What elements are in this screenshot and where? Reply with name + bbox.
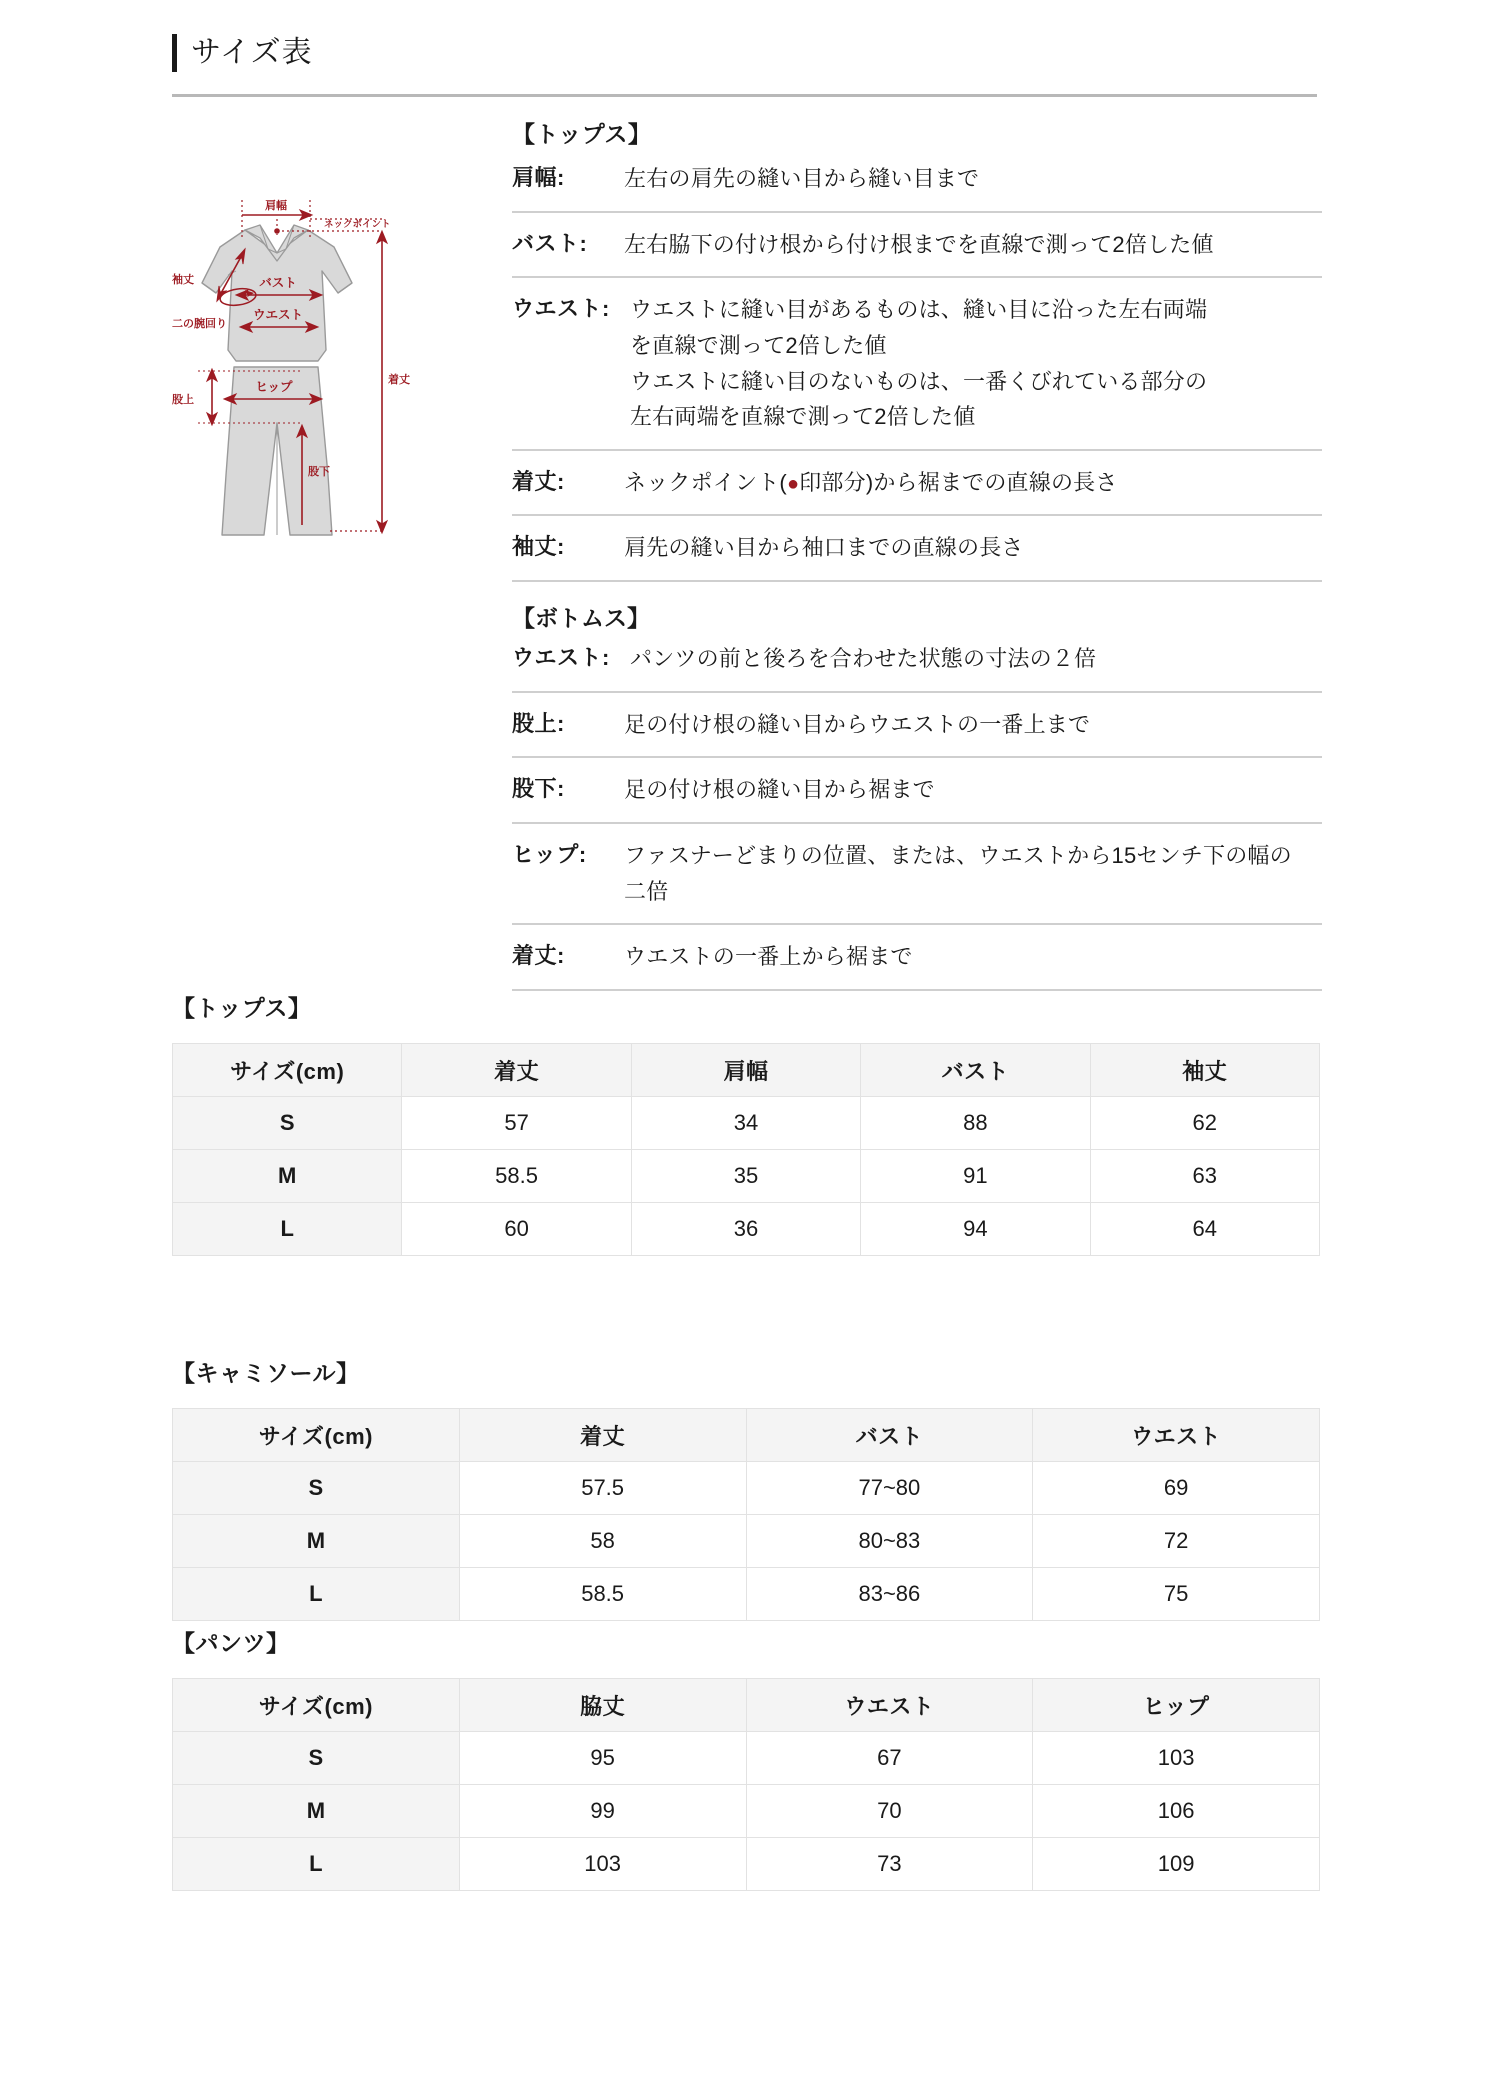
title-accent-bar	[172, 34, 177, 72]
table-cell: 58	[459, 1515, 746, 1568]
definition-desc: 足の付け根の縫い目から裾まで	[624, 777, 935, 803]
table-caption: 【パンツ】	[172, 1630, 290, 1656]
definition-desc-post: 印部分)から裾までの直線の長さ	[799, 469, 1118, 495]
definition-term: バスト:	[512, 230, 588, 256]
table-column-header: 肩幅	[631, 1044, 860, 1097]
table-cell: 70	[746, 1785, 1033, 1838]
definition-term: 股上:	[512, 710, 565, 736]
table-cell: 83~86	[746, 1568, 1033, 1621]
table-cell: 103	[459, 1838, 746, 1891]
definition-term: 肩幅:	[512, 165, 565, 190]
definition-desc: ウエストに縫い目があるものは、縫い目に沿った左右両端 を直線で測って2倍した値 ウエストに縫い目のないものは、一番くびれている部分の 左右両端を直線で測って2倍した値	[630, 297, 1208, 430]
table-caption: 【キャミソール】	[172, 1360, 360, 1386]
table-column-header: ヒップ	[1033, 1679, 1320, 1732]
table-row	[173, 1150, 1320, 1203]
table-cell: 95	[459, 1732, 746, 1785]
title-row	[172, 30, 1322, 76]
table-cell: 106	[1033, 1785, 1320, 1838]
table-column-header: ウエスト	[1033, 1409, 1320, 1462]
table-column-header: 脇丈	[459, 1679, 746, 1732]
definition-desc: パンツの前と後ろを合わせた状態の寸法の２倍	[630, 646, 1097, 671]
definition-desc	[624, 465, 1322, 501]
table-cell: 103	[1033, 1732, 1320, 1785]
size-table-block-tops	[172, 990, 1320, 1256]
table-row	[173, 1568, 1320, 1621]
table-cell: 58.5	[459, 1568, 746, 1621]
table-cell: 99	[459, 1785, 746, 1838]
garment-measurement-diagram	[150, 175, 510, 585]
definition-desc: ウエストの一番上から裾まで	[624, 944, 913, 970]
row-size-label: L	[173, 1838, 460, 1891]
definition-term: 着丈:	[512, 943, 565, 969]
definition-row-waist	[512, 276, 1322, 449]
size-table-block-pants	[172, 1625, 1320, 1891]
definition-desc-pre: ネックポイント(	[624, 469, 787, 495]
row-size-label: M	[173, 1785, 460, 1838]
definition-desc: ファスナーどまりの位置、または、ウエストから15センチ下の幅の 二倍	[624, 842, 1292, 904]
table-row	[173, 1515, 1320, 1568]
label-waist: ウエスト	[252, 308, 304, 322]
table-cell: 77~80	[746, 1462, 1033, 1515]
definition-row-rise	[512, 691, 1322, 757]
table-column-header: サイズ(cm)	[173, 1409, 460, 1462]
definitions-tops-heading: 【トップス】	[512, 121, 652, 147]
table-cell: 67	[746, 1732, 1033, 1785]
table-cell: 58.5	[402, 1150, 631, 1203]
label-neck-point: ネックポイント	[324, 219, 391, 230]
table-cell: 73	[746, 1838, 1033, 1891]
definition-term: 袖丈:	[512, 534, 565, 560]
definition-row-sleeve-length	[512, 514, 1322, 580]
definitions-bottoms-heading: 【ボトムス】	[512, 605, 650, 631]
table-row	[173, 1462, 1320, 1515]
table-header-row	[173, 1409, 1320, 1462]
definition-term: 着丈:	[512, 468, 565, 494]
definition-row-inseam	[512, 756, 1322, 822]
page-header	[172, 30, 1322, 97]
definition-desc: 左右の肩先の縫い目から縫い目まで	[624, 166, 980, 191]
row-size-label: M	[173, 1150, 402, 1203]
title-divider	[172, 94, 1317, 97]
table-row	[173, 1785, 1320, 1838]
table-column-header: ウエスト	[746, 1679, 1033, 1732]
definition-term: ヒップ:	[512, 841, 587, 867]
table-row	[173, 1203, 1320, 1256]
table-cell: 36	[631, 1203, 860, 1256]
size-table	[172, 1678, 1320, 1891]
label-inseam: 股下	[308, 466, 330, 478]
table-column-header: 着丈	[402, 1044, 631, 1097]
table-cell: 72	[1033, 1515, 1320, 1568]
label-bust: バスト	[259, 276, 297, 290]
definition-term: ウエスト:	[512, 645, 610, 670]
row-size-label: M	[173, 1515, 460, 1568]
definition-term: 股下:	[512, 776, 565, 802]
definition-desc: 肩先の縫い目から袖口までの直線の長さ	[624, 535, 1024, 561]
definition-row-bust	[512, 211, 1322, 277]
definition-row-bottoms-waist	[512, 639, 1322, 691]
table-cell: 60	[402, 1203, 631, 1256]
table-cell: 91	[861, 1150, 1090, 1203]
table-cell: 63	[1090, 1150, 1319, 1203]
table-cell: 64	[1090, 1203, 1319, 1256]
definition-row-body-length	[512, 449, 1322, 515]
row-size-label: L	[173, 1203, 402, 1256]
table-column-header: サイズ(cm)	[173, 1044, 402, 1097]
size-table	[172, 1408, 1320, 1621]
table-column-header: 着丈	[459, 1409, 746, 1462]
label-shoulder: 肩幅	[265, 200, 287, 212]
definition-row-hip	[512, 822, 1322, 923]
label-sleeve-length: 袖丈	[172, 274, 194, 286]
table-cell: 75	[1033, 1568, 1320, 1621]
label-body-length: 着丈	[388, 374, 410, 386]
table-column-header: 袖丈	[1090, 1044, 1319, 1097]
row-size-label: L	[173, 1568, 460, 1621]
table-column-header: バスト	[746, 1409, 1033, 1462]
label-upper-arm: 二の腕回り	[172, 318, 227, 330]
table-cell: 80~83	[746, 1515, 1033, 1568]
neck-point-dot-icon: ●	[786, 472, 800, 495]
size-table	[172, 1043, 1320, 1256]
row-size-label: S	[173, 1097, 402, 1150]
table-cell: 88	[861, 1097, 1090, 1150]
table-column-header: バスト	[861, 1044, 1090, 1097]
table-cell: 109	[1033, 1838, 1320, 1891]
page-title: サイズ表	[191, 36, 313, 69]
table-cell: 62	[1090, 1097, 1319, 1150]
label-hip: ヒップ	[255, 380, 293, 394]
table-cell: 34	[631, 1097, 860, 1150]
table-cell: 57.5	[459, 1462, 746, 1515]
table-row	[173, 1097, 1320, 1150]
table-header-row	[173, 1044, 1320, 1097]
table-cell: 94	[861, 1203, 1090, 1256]
row-size-label: S	[173, 1732, 460, 1785]
table-cell: 69	[1033, 1462, 1320, 1515]
definition-row-shoulder	[512, 159, 1322, 211]
definition-desc: 足の付け根の縫い目からウエストの一番上まで	[624, 711, 1091, 737]
definition-term: ウエスト:	[512, 296, 610, 322]
size-table-block-camisole	[172, 1355, 1320, 1621]
table-row	[173, 1838, 1320, 1891]
table-row	[173, 1732, 1320, 1785]
table-cell: 57	[402, 1097, 631, 1150]
label-rise: 股上	[172, 394, 194, 406]
measurement-definitions	[512, 110, 1322, 991]
table-header-row	[173, 1679, 1320, 1732]
definition-row-bottoms-length	[512, 923, 1322, 989]
table-cell: 35	[631, 1150, 860, 1203]
row-size-label: S	[173, 1462, 460, 1515]
definition-desc: 左右脇下の付け根から付け根までを直線で測って2倍した値	[624, 231, 1214, 257]
table-caption: 【トップス】	[172, 995, 312, 1021]
table-column-header: サイズ(cm)	[173, 1679, 460, 1732]
